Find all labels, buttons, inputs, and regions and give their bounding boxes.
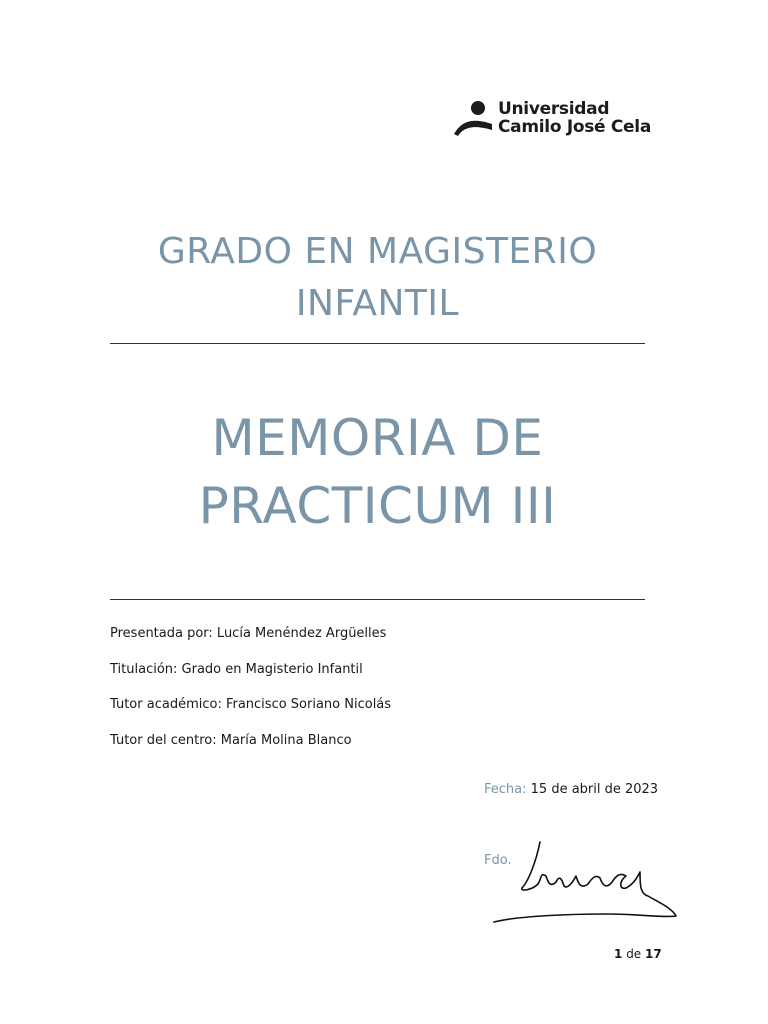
degree-heading-line2: INFANTIL xyxy=(295,283,460,324)
page-total: 17 xyxy=(645,947,662,961)
date-line xyxy=(484,782,658,797)
degree-name: Titulación: Grado en Magisterio Infantil xyxy=(110,662,363,677)
document-title xyxy=(110,404,645,540)
university-logo xyxy=(452,96,652,140)
university-name-line2: Camilo José Cela xyxy=(498,117,651,137)
handwritten-signature xyxy=(488,832,688,932)
date-value: 15 de abril de 2023 xyxy=(530,782,659,797)
page-separator: de xyxy=(626,947,642,961)
presented-by: Presentada por: Lucía Menéndez Argüelles xyxy=(110,626,387,641)
page-current: 1 xyxy=(614,947,623,961)
document-title-line2: PRACTICUM III xyxy=(198,477,557,535)
university-name xyxy=(498,100,651,136)
date-label: Fecha: xyxy=(484,782,527,797)
divider-bottom xyxy=(110,599,645,600)
degree-heading-line1: GRADO EN MAGISTERIO xyxy=(157,231,598,272)
academic-tutor: Tutor académico: Francisco Soriano Nicolás xyxy=(110,697,392,712)
page-number xyxy=(614,947,662,961)
signature-label: Fdo. xyxy=(484,853,512,868)
center-tutor: Tutor del centro: María Molina Blanco xyxy=(110,733,352,748)
divider-top xyxy=(110,343,645,344)
university-name-line1: Universidad xyxy=(498,99,610,119)
document-title-line1: MEMORIA DE xyxy=(211,409,544,467)
university-emblem-icon xyxy=(452,98,494,138)
degree-heading xyxy=(110,226,645,330)
